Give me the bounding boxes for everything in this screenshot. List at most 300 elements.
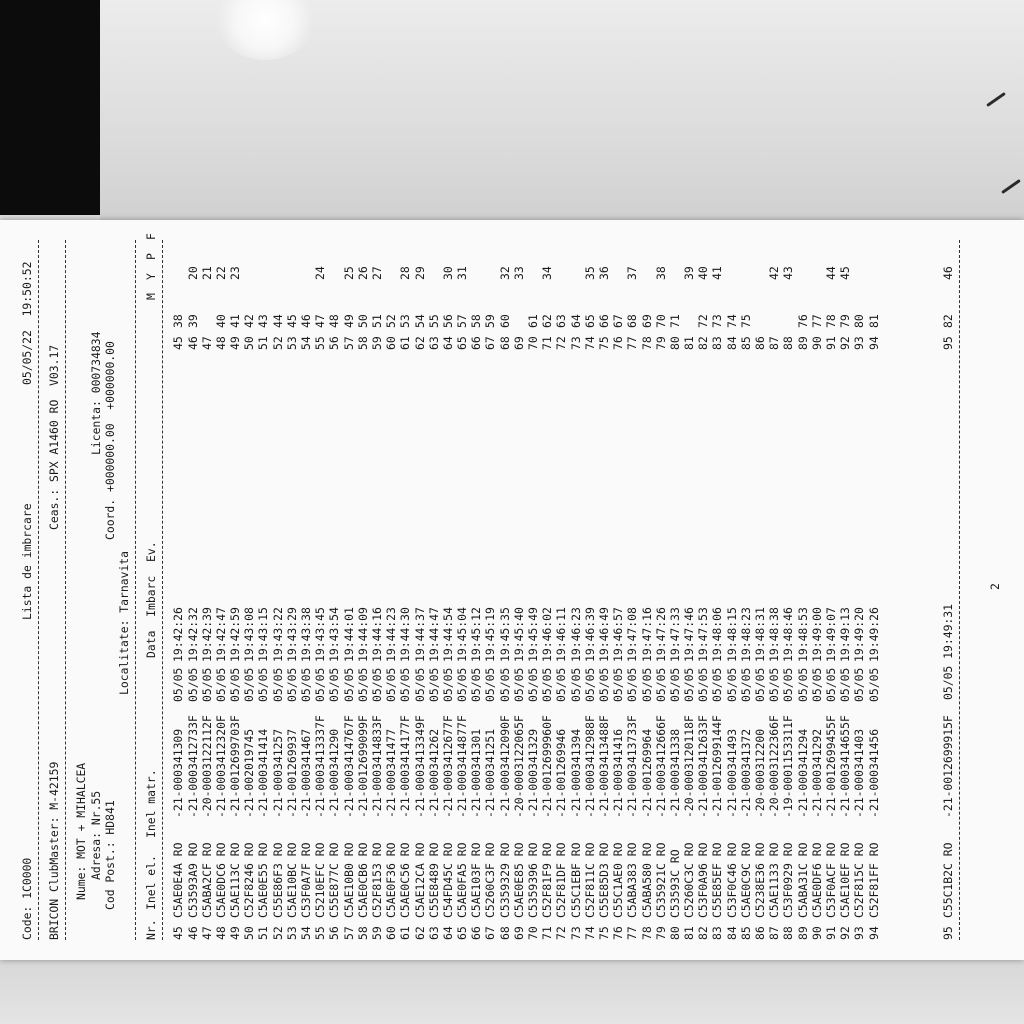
coord-text: Coord. +000000.00 +000000.00 (102, 341, 117, 540)
row-f: 30 (440, 266, 455, 280)
row-y: 64 (568, 314, 583, 328)
row-f: 36 (596, 266, 611, 280)
row-nr: 79 (653, 926, 668, 940)
row-y: 59 (483, 314, 498, 328)
page-number: 2 (987, 583, 1002, 590)
row-inel-matr: -21-0003414655F (838, 715, 853, 818)
row-inel-matr: -20-0003122065F (511, 715, 526, 818)
print-datetime: 05/05/22 19:50:52 (20, 261, 34, 385)
row-m: 85 (738, 336, 753, 350)
row-f: 27 (369, 266, 384, 280)
row-nr: 66 (469, 926, 484, 940)
col-inel-el: Inel el. (144, 855, 159, 910)
table-row (824, 220, 838, 940)
header-line-4 (89, 220, 103, 940)
row-date: 05/05 (526, 667, 540, 702)
row-f: 20 (185, 266, 200, 280)
row-m: 69 (511, 336, 526, 350)
row-y: 77 (809, 314, 824, 328)
divider (959, 240, 968, 940)
row-m: 92 (838, 336, 853, 350)
row-date: 05/05 (852, 667, 867, 702)
row-f: 44 (823, 266, 838, 280)
row-date: 05/05 (823, 667, 838, 702)
row-nr: 75 (596, 926, 611, 940)
final-f: 46 (940, 266, 955, 280)
row-m: 53 (284, 336, 299, 350)
row-inel-el: C5AE103F RO (469, 842, 484, 918)
row-m: 54 (299, 336, 313, 350)
row-inel-el: C5ABA2CF RO (199, 842, 214, 918)
row-m: 93 (852, 336, 867, 350)
col-ev: Ev. (144, 541, 159, 562)
divider (135, 240, 144, 940)
row-inel-el: C5AE12CA RO (412, 842, 427, 918)
table-row (200, 220, 214, 940)
row-y: 81 (866, 314, 881, 328)
row-f: 38 (653, 266, 668, 280)
ceas-text: Ceas.: SPX A1460 RO V03.17 (47, 344, 62, 530)
row-date: 05/05 (781, 667, 796, 702)
row-date: 05/05 (540, 667, 555, 702)
row-nr: 53 (284, 926, 299, 940)
row-date: 05/05 (313, 667, 328, 702)
row-time: 19:44:30 (398, 607, 413, 662)
row-f: 33 (511, 266, 526, 280)
row-y: 39 (185, 314, 200, 328)
row-inel-el: C5AE10EF RO (838, 842, 853, 918)
clubmaster-text: BRICON ClubMaster: M-42159 (47, 761, 62, 940)
row-inel-matr: -21-0012699960F (540, 715, 555, 818)
table-row (597, 220, 611, 940)
table-row (796, 220, 810, 940)
row-nr: 76 (611, 926, 626, 940)
row-m: 68 (497, 336, 512, 350)
row-inel-el: C53F0A7F RO (299, 842, 313, 918)
row-time: 19:44:09 (355, 607, 370, 662)
row-m: 84 (724, 336, 739, 350)
row-inel-matr: -21-000341292 (809, 728, 824, 818)
row-time: 19:43:15 (256, 607, 271, 662)
row-m: 73 (568, 336, 583, 350)
final-m: 95 (940, 336, 955, 350)
row-y: 74 (724, 314, 739, 328)
final-datetime: 05/05 19:49:31 (940, 603, 955, 700)
row-time: 19:47:08 (625, 607, 640, 662)
row-inel-matr: -21-0003412090F (497, 715, 512, 818)
table-row (696, 220, 710, 940)
table-row (271, 220, 285, 940)
localitate-text: Localitate: Tarnavita (116, 550, 131, 695)
row-inel-matr: -20-0003120118F (682, 715, 697, 818)
row-nr: 49 (228, 926, 243, 940)
row-date: 05/05 (426, 667, 441, 702)
row-inel-el: C52F811C RO (582, 842, 597, 918)
row-time: 19:44:16 (369, 607, 384, 662)
col-nr: Nr. (144, 919, 159, 940)
row-inel-matr: -21-000341290 (327, 728, 342, 818)
final-entry-row (941, 220, 955, 940)
row-inel-el: C53593C RO (667, 849, 682, 918)
row-date: 05/05 (369, 667, 384, 702)
row-date: 05/05 (809, 667, 824, 702)
table-row (625, 220, 639, 940)
row-nr: 87 (767, 926, 782, 940)
row-inel-el: C53593A9 RO (185, 842, 200, 918)
row-nr: 71 (540, 926, 555, 940)
row-m: 58 (355, 336, 370, 350)
row-inel-el: C5AE1133 RO (767, 842, 782, 918)
row-time: 19:49:00 (809, 607, 824, 662)
row-time: 19:46:11 (554, 607, 569, 662)
row-inel-matr: -21-000341329 (526, 728, 540, 818)
row-nr: 78 (639, 926, 654, 940)
row-y: 55 (426, 314, 441, 328)
row-nr: 90 (809, 926, 824, 940)
row-date: 05/05 (582, 667, 597, 702)
row-time: 19:45:35 (497, 607, 512, 662)
row-f: 40 (696, 266, 711, 280)
row-m: 50 (242, 336, 257, 350)
row-date: 05/05 (653, 667, 668, 702)
row-m: 75 (596, 336, 611, 350)
row-inel-matr: -21-000341416 (611, 728, 626, 818)
row-m: 90 (809, 336, 824, 350)
row-date: 05/05 (710, 667, 725, 702)
table-row (356, 220, 370, 940)
row-nr: 45 (171, 926, 186, 940)
row-m: 82 (696, 336, 711, 350)
row-m: 45 (171, 336, 186, 350)
table-row (171, 220, 185, 940)
row-date: 05/05 (511, 667, 526, 702)
row-date: 05/05 (497, 667, 512, 702)
row-m: 77 (625, 336, 640, 350)
row-y: 79 (838, 314, 853, 328)
row-inel-el: C54FD45C RO (440, 842, 455, 918)
table-row (370, 220, 384, 940)
table-row (512, 220, 526, 940)
code-text: Code: 1C0000 (20, 857, 34, 940)
header-line-1 (20, 220, 34, 940)
row-date: 05/05 (199, 667, 214, 702)
table-row (186, 220, 200, 940)
licenta-text: Licenta: 000734834 (88, 331, 103, 455)
row-m: 72 (554, 336, 569, 350)
row-y: 53 (398, 314, 413, 328)
row-nr: 94 (866, 926, 881, 940)
row-inel-el: C5AE113C RO (228, 842, 243, 918)
row-time: 19:46:02 (540, 607, 555, 662)
col-m: M (144, 293, 159, 300)
row-inel-matr: -21-000341414 (256, 728, 271, 818)
row-y: 50 (355, 314, 370, 328)
row-inel-matr: -21-0003413337F (313, 715, 328, 818)
table-row (242, 220, 256, 940)
row-m: 48 (213, 336, 228, 350)
row-m: 47 (199, 336, 214, 350)
row-time: 19:45:12 (469, 607, 484, 662)
row-inel-el: C55E877C RO (327, 842, 342, 918)
row-nr: 56 (327, 926, 342, 940)
row-inel-matr: -21-0003412988F (582, 715, 597, 818)
header-line-2 (47, 220, 61, 940)
row-date: 05/05 (270, 667, 285, 702)
table-row (526, 220, 540, 940)
row-nr: 55 (313, 926, 328, 940)
row-nr: 77 (625, 926, 640, 940)
row-f: 25 (341, 266, 356, 280)
divider (38, 240, 47, 940)
row-time: 19:45:04 (455, 607, 470, 662)
row-y: 46 (299, 314, 313, 328)
row-date: 05/05 (455, 667, 470, 702)
final-y: 82 (940, 314, 955, 328)
row-date: 05/05 (611, 667, 626, 702)
row-date: 05/05 (228, 667, 243, 702)
table-row (852, 220, 866, 940)
row-inel-matr: -21-0003414767F (341, 715, 356, 818)
table-row (753, 220, 767, 940)
row-time: 19:43:29 (284, 607, 299, 662)
row-nr: 60 (384, 926, 399, 940)
table-row (384, 220, 398, 940)
row-inel-el: C5260C3C RO (682, 842, 697, 918)
row-m: 91 (823, 336, 838, 350)
row-time: 19:42:59 (228, 607, 243, 662)
row-nr: 85 (738, 926, 753, 940)
row-m: 79 (653, 336, 668, 350)
row-time: 19:45:49 (526, 607, 540, 662)
row-time: 19:49:07 (823, 607, 838, 662)
row-y: 71 (667, 314, 682, 328)
row-y: 57 (455, 314, 470, 328)
row-inel-matr: -21-0012699099F (355, 715, 370, 818)
row-inel-el: C52F81FF RO (866, 842, 881, 918)
row-inel-matr: -21-0012699703F (228, 715, 243, 818)
row-time: 19:46:49 (596, 607, 611, 662)
row-inel-el: C5AE0CB6 RO (355, 842, 370, 918)
row-inel-matr: -21-000341403 (852, 728, 867, 818)
row-nr: 88 (781, 926, 796, 940)
row-date: 05/05 (682, 667, 697, 702)
row-m: 59 (369, 336, 384, 350)
header-line-5 (103, 220, 117, 940)
table-row (413, 220, 427, 940)
spacer (881, 220, 941, 940)
row-date: 05/05 (625, 667, 640, 702)
row-inel-matr: -21-001269937 (284, 728, 299, 818)
row-inel-el: C5238E36 RO (753, 842, 767, 918)
row-time: 19:47:33 (667, 607, 682, 662)
table-row (725, 220, 739, 940)
row-inel-el: C53F0ACF RO (823, 842, 838, 918)
row-nr: 46 (185, 926, 200, 940)
row-f: 35 (582, 266, 597, 280)
row-nr: 74 (582, 926, 597, 940)
row-inel-el: C53F0A96 RO (696, 842, 711, 918)
row-time: 19:48:23 (738, 607, 753, 662)
row-date: 05/05 (483, 667, 498, 702)
row-time: 19:43:45 (313, 607, 328, 662)
table-row (781, 220, 795, 940)
row-date: 05/05 (213, 667, 228, 702)
row-m: 60 (384, 336, 399, 350)
row-inel-el: C52F8246 RO (242, 842, 257, 918)
row-inel-matr: -21-0003414877F (455, 715, 470, 818)
row-inel-el: C5359396 RO (526, 842, 540, 918)
row-inel-el: C535921C RO (653, 842, 668, 918)
row-inel-el: C5ABA31C RO (795, 842, 810, 918)
row-inel-matr: -20-0003122112F (199, 715, 214, 818)
table-row (427, 220, 441, 940)
row-date: 05/05 (341, 667, 356, 702)
row-f: 28 (398, 266, 413, 280)
receipt-content (20, 220, 1002, 940)
row-nr: 93 (852, 926, 867, 940)
row-y: 67 (611, 314, 626, 328)
row-inel-el: C53F0929 RO (781, 842, 796, 918)
row-inel-el: C5AE0DC6 RO (213, 842, 228, 918)
row-time: 19:46:39 (582, 607, 597, 662)
row-time: 19:42:26 (171, 607, 186, 662)
table-row (299, 220, 313, 940)
row-time: 19:44:37 (412, 607, 427, 662)
row-time: 19:43:08 (242, 607, 257, 662)
row-date: 05/05 (795, 667, 810, 702)
row-date: 05/05 (412, 667, 427, 702)
row-f: 37 (625, 266, 640, 280)
row-time: 19:47:46 (682, 607, 697, 662)
row-date: 05/05 (767, 667, 782, 702)
row-inel-matr: -21-000341477 (384, 728, 399, 818)
row-time: 19:48:38 (767, 607, 782, 662)
row-inel-el: C5210EFC RO (313, 842, 328, 918)
table-row (767, 220, 781, 940)
row-y: 44 (270, 314, 285, 328)
table-row (583, 220, 597, 940)
row-date: 05/05 (866, 667, 881, 702)
row-f: 45 (838, 266, 853, 280)
row-f: 24 (313, 266, 328, 280)
row-m: 87 (767, 336, 782, 350)
row-y: 41 (228, 314, 243, 328)
row-nr: 86 (753, 926, 767, 940)
row-inel-el: C52F815C RO (852, 842, 867, 918)
row-inel-matr: -21-0003412677F (440, 715, 455, 818)
row-inel-el: C5AE0F36 RO (384, 842, 399, 918)
row-nr: 52 (270, 926, 285, 940)
col-p: P (144, 253, 159, 260)
row-m: 86 (753, 336, 767, 350)
row-y: 73 (710, 314, 725, 328)
row-m: 55 (313, 336, 328, 350)
table-row (342, 220, 356, 940)
table-row (214, 220, 228, 940)
row-time: 19:43:54 (327, 607, 342, 662)
row-y: 76 (795, 314, 810, 328)
row-inel-el: C55C1EBF RO (568, 842, 583, 918)
row-y: 62 (540, 314, 555, 328)
row-time: 19:49:13 (838, 607, 853, 662)
final-inel-el: C55C1B2C RO (940, 842, 955, 918)
row-time: 19:45:19 (483, 607, 498, 662)
row-m: 83 (710, 336, 725, 350)
row-y: 42 (242, 314, 257, 328)
row-m: 81 (682, 336, 697, 350)
row-inel-matr: -21-0012699455F (823, 715, 838, 818)
row-m: 67 (483, 336, 498, 350)
row-m: 57 (341, 336, 356, 350)
row-inel-matr: -21-000341338 (667, 728, 682, 818)
row-inel-matr: -21-0003414833F (369, 715, 384, 818)
row-f: 41 (710, 266, 725, 280)
row-m: 71 (540, 336, 555, 350)
row-inel-matr: -21-0003412320F (213, 715, 228, 818)
row-inel-el: C55E85D3 RO (596, 842, 611, 918)
row-nr: 51 (256, 926, 271, 940)
row-nr: 54 (299, 926, 313, 940)
row-f: 22 (213, 266, 228, 280)
row-inel-matr: -21-000341251 (483, 728, 498, 818)
cod-post-text: Cod Post.: HD841 (102, 800, 117, 910)
row-y: 38 (171, 314, 186, 328)
row-inel-matr: -21-000341493 (724, 728, 739, 818)
row-nr: 92 (838, 926, 853, 940)
row-m: 78 (639, 336, 654, 350)
row-y: 72 (696, 314, 711, 328)
row-date: 05/05 (838, 667, 853, 702)
row-inel-el: C52F81F9 RO (540, 842, 555, 918)
divider (65, 240, 74, 940)
row-m: 94 (866, 336, 881, 350)
row-time: 19:49:26 (866, 607, 881, 662)
row-nr: 59 (369, 926, 384, 940)
row-inel-matr: -21-0012699144F (710, 715, 725, 818)
row-inel-el: C5AE0DF6 RO (809, 842, 824, 918)
table-row (469, 220, 483, 940)
column-header-row (144, 220, 158, 940)
row-f: 43 (781, 266, 796, 280)
row-inel-matr: -21-0003412733F (185, 715, 200, 818)
row-date: 05/05 (568, 667, 583, 702)
row-time: 19:42:39 (199, 607, 214, 662)
row-y: 52 (384, 314, 399, 328)
row-m: 51 (256, 336, 271, 350)
row-date: 05/05 (738, 667, 753, 702)
row-date: 05/05 (554, 667, 569, 702)
nume-text: Nume: MOT + MIHALCEA (74, 762, 89, 900)
row-inel-el: C5AE10BC RO (284, 842, 299, 918)
row-y: 45 (284, 314, 299, 328)
row-y: 60 (497, 314, 512, 328)
row-time: 19:44:01 (341, 607, 356, 662)
row-date: 05/05 (384, 667, 399, 702)
row-y: 65 (582, 314, 597, 328)
row-time: 19:42:32 (185, 607, 200, 662)
row-time: 19:45:40 (511, 607, 526, 662)
col-inel-matr: Inel matr. (144, 769, 159, 838)
divider (162, 240, 171, 940)
row-inel-matr: -21-0003412633F (696, 715, 711, 818)
receipt-paper (0, 220, 1024, 960)
row-f: 23 (228, 266, 243, 280)
row-inel-matr: -21-002019745 (242, 728, 257, 818)
row-inel-matr: -21-000341394 (568, 728, 583, 818)
row-date: 05/05 (696, 667, 711, 702)
table-row (611, 220, 625, 940)
row-time: 19:48:46 (781, 607, 796, 662)
